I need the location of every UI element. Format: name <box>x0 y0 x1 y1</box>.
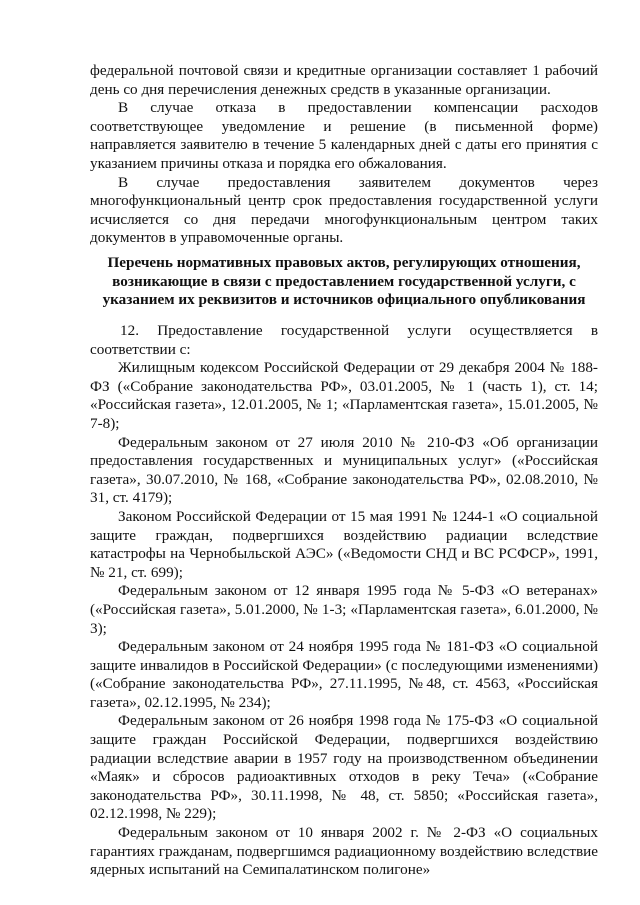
paragraph-mfc-term: В случае предоставления заявителем документов через многофункциональный центр срок предоставления государственной услуги исчисляется со дня передачи многофункциональным центром таких документов в управомоченные органы. <box>90 173 598 247</box>
legal-act-item: Федеральным законом от 26 ноября 1998 года № 175-ФЗ «О социальной защите граждан Российской Федерации, подвергшихся воздействию радиации вследствие аварии в 1957 году на производственном объединении «Маяк» и сбросов радиоактивных отходов в реку Теча» («Собрание законодательства РФ», 30.11.1998, № 48, ст. 5850; «Российская газета», 02.12.1998, № 229); <box>90 712 598 823</box>
legal-act-item: Законом Российской Федерации от 15 мая 1991 № 1244-1 «О социальной защите граждан, подвергшихся воздействию радиации вследствие катастрофы на Чернобыльской АЭС» («Ведомости СНД и ВС РСФСР», 1991, № 21, ст. 699); <box>90 507 598 581</box>
section-heading: Перечень нормативных правовых актов, регулирующих отношения, возникающие в связи с предоставлением государственной услуги, с указанием их реквизитов и источников официального опубликования <box>102 254 586 309</box>
legal-act-item: Федеральным законом от 27 июля 2010 № 210-ФЗ «Об организации предоставления государственных и муниципальных услуг» («Российская газета», 30.07.2010, № 168, «Собрание законодательства РФ», 02.08.2010, № 31, ст. 4179); <box>90 433 598 507</box>
legal-act-item: Жилищным кодексом Российской Федерации от 29 декабря 2004 № 188-ФЗ («Собрание законодательства РФ», 03.01.2005, № 1 (часть 1), ст. 14; «Российская газета», 12.01.2005, № 1; «Парламентская газета», 15.01.2005, № 7-8); <box>90 359 598 432</box>
legal-acts-section <box>90 322 598 880</box>
legal-act-item: Федеральным законом от 24 ноября 1995 года № 181-ФЗ «О социальной защите инвалидов в Российской Федерации» (с последующими изменениями) («Собрание законодательства РФ», 27.11.1995, №48, ст. 4563, «Российская газета», 02.12.1995, № 234); <box>90 638 598 711</box>
paragraph-postal-term: федеральной почтовой связи и кредитные организации составляет 1 рабочий день со дня перечисления денежных средств в указанные организации. <box>90 62 598 98</box>
paragraph-refusal: В случае отказа в предоставлении компенсации расходов соответствующее уведомление и решение (в письменной форме) направляется заявителю в течение 5 календарных дней с даты его принятия с указанием причины отказа и порядка его обжалования. <box>90 99 598 172</box>
paragraph-12-intro: 12. Предоставление государственной услуги осуществляется в соответствии с: <box>90 322 598 358</box>
legal-act-item: Федеральным законом от 10 января 2002 г. № 2-ФЗ «О социальных гарантиях гражданам, подвергшимся радиационному воздействию вследствие ядерных испытаний на Семипалатинском полигоне» <box>90 824 598 879</box>
intro-section <box>90 62 598 248</box>
legal-act-item: Федеральным законом от 12 января 1995 года № 5-ФЗ «О ветеранах» («Российская газета», 5.01.2000, № 1-3; «Парламентская газета», 6.01.2000, № 3); <box>90 582 598 637</box>
